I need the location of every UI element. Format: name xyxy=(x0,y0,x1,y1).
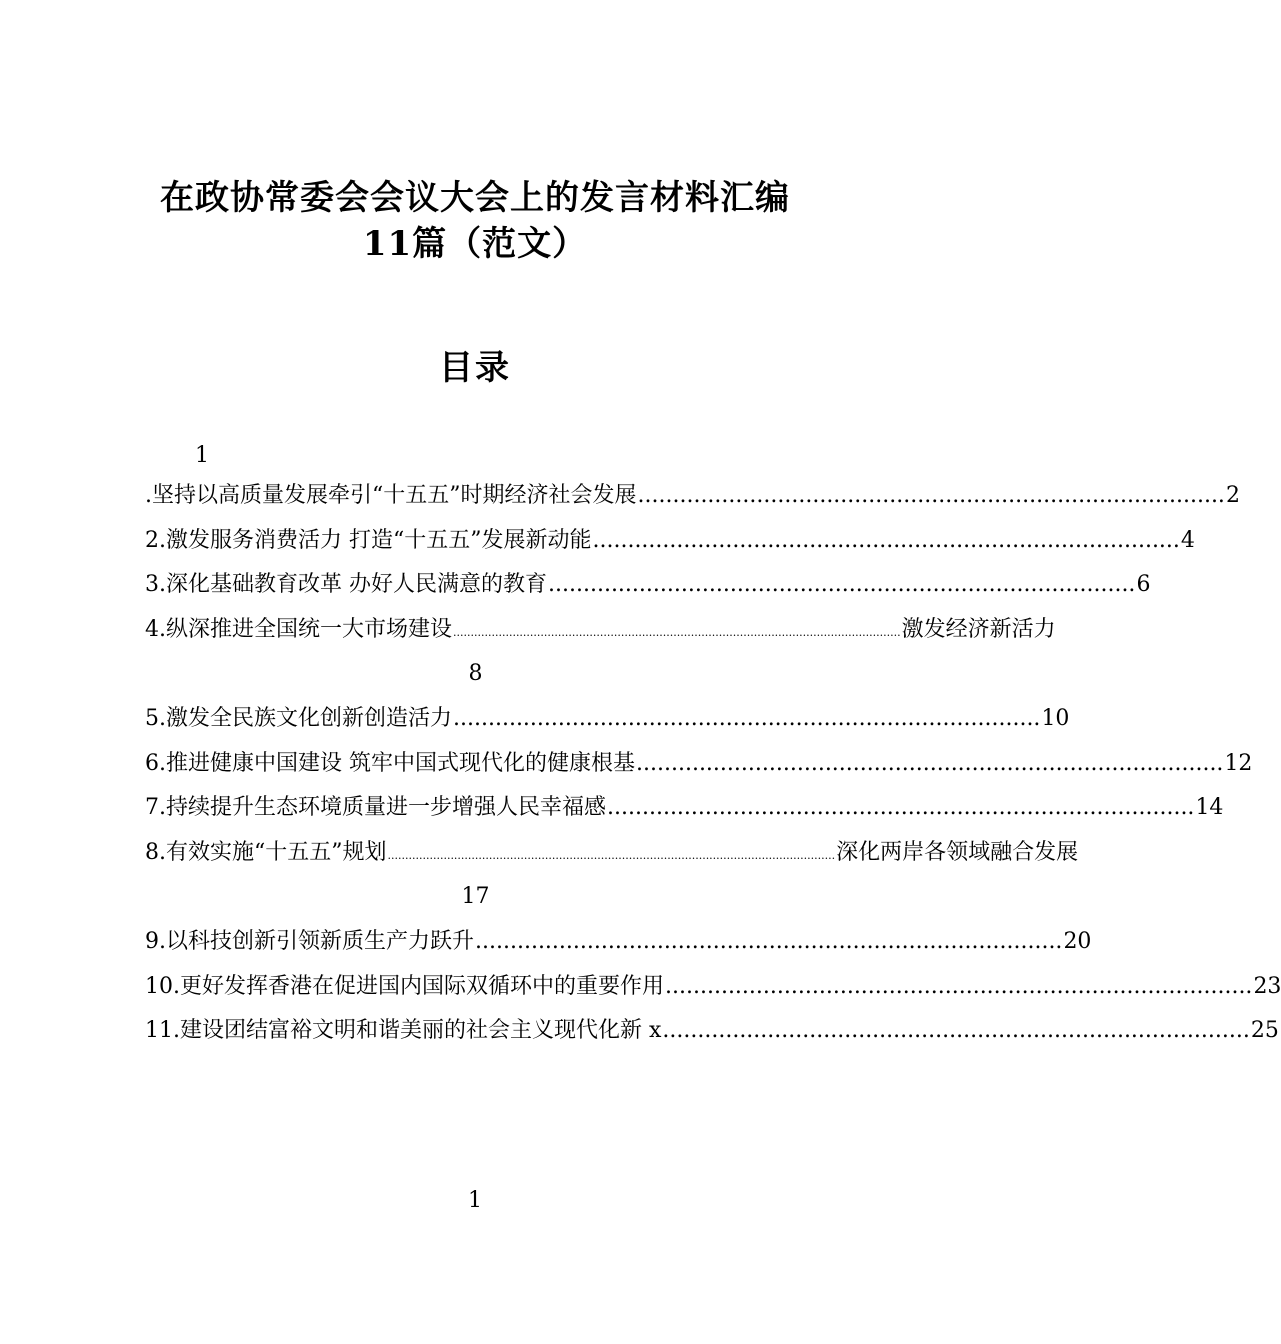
toc-entry-continuation: 激发经济新活力 xyxy=(901,616,1056,642)
toc-entry-label: 3.深化基础教育改革 办好人民满意的教育 xyxy=(145,572,547,598)
toc-entry[interactable] xyxy=(145,786,1224,831)
document-title-line1: 在政协常委会会议大会上的发言材料汇编 xyxy=(160,178,790,218)
toc-entry-page: 23 xyxy=(1253,973,1281,999)
toc-entry-page: 2 xyxy=(1225,483,1240,508)
toc-entry[interactable] xyxy=(145,965,1281,1010)
toc-entry-page: 17 xyxy=(461,884,490,910)
toc-leader-dots: .................................................................................... xyxy=(592,527,1180,553)
toc-leader-dots: .................................................................................... xyxy=(636,750,1224,776)
toc-leader-dots: .................................................................................... xyxy=(453,705,1041,731)
toc-leader-dots: .................................................................................... xyxy=(665,973,1253,999)
toc-entry-page: 6 xyxy=(1136,572,1151,598)
toc-entry-page: 8 xyxy=(468,661,483,687)
toc-leader-dots: ................................................................................................................................ xyxy=(453,625,901,639)
toc-entry-label: 7.持续提升生态环境质量进一步增强人民幸福感 xyxy=(145,795,606,821)
toc-entry-page: 14 xyxy=(1195,795,1224,821)
toc-entry-label: 8.有效实施“十五五”规划 xyxy=(145,839,387,865)
toc-leader-dots: .................................................................................... xyxy=(607,795,1195,821)
toc-entry[interactable] xyxy=(145,563,1151,608)
toc-entry-page: 4 xyxy=(1180,527,1195,553)
page-number-footer: 1 xyxy=(468,1188,482,1213)
toc-entry-label: 11.建设团结富裕文明和谐美丽的社会主义现代化新 x xyxy=(145,1018,662,1044)
toc-entry-label: 5.激发全民族文化创新创造活力 xyxy=(145,705,452,731)
toc-entry-continuation: 深化两岸各领域融合发展 xyxy=(836,839,1079,865)
document-title-line2: 11篇（范文） xyxy=(362,224,588,264)
toc-entry-page: 10 xyxy=(1041,705,1070,731)
toc-leader-dots: ................................................................................................................................ xyxy=(387,848,836,862)
toc-entry-page: 25 xyxy=(1250,1018,1279,1044)
toc-entry[interactable] xyxy=(145,831,1079,876)
toc-entry-label: 9.以科技创新引领新质生产力跃升 xyxy=(145,928,474,954)
toc-entry-page: 12 xyxy=(1224,750,1253,776)
table-of-contents xyxy=(145,438,1281,1054)
toc-entry-label: 2.激发服务消费活力 打造“十五五”发展新动能 xyxy=(145,527,592,553)
toc-heading: 目录 xyxy=(439,348,511,388)
toc-entry[interactable] xyxy=(145,519,1195,564)
toc-leader-dots: .................................................................................... xyxy=(637,483,1225,508)
toc-entry-label: 4.纵深推进全国统一大市场建设 xyxy=(145,616,452,642)
toc-entry-label: 6.推进健康中国建设 筑牢中国式现代化的健康根基 xyxy=(145,750,635,776)
toc-entry[interactable] xyxy=(145,1009,1279,1054)
toc-entry[interactable] xyxy=(145,697,1070,742)
toc-entry-page: 20 xyxy=(1063,928,1092,954)
toc-leader-dots: .................................................................................... xyxy=(662,1018,1250,1044)
toc-leader-dots: .................................................................................... xyxy=(548,572,1136,598)
toc-entry-label: 10.更好发挥香港在促进国内国际双循环中的重要作用 xyxy=(145,973,664,999)
toc-first-number: 1 xyxy=(195,443,209,468)
toc-entry[interactable] xyxy=(145,742,1253,787)
toc-entry[interactable] xyxy=(145,474,1240,519)
toc-entry[interactable] xyxy=(145,608,1056,653)
toc-entry[interactable] xyxy=(145,920,1092,965)
toc-leader-dots: .................................................................................... xyxy=(475,928,1063,954)
toc-entry-label: .坚持以高质量发展牵引“十五五”时期经济社会发展 xyxy=(145,483,637,508)
